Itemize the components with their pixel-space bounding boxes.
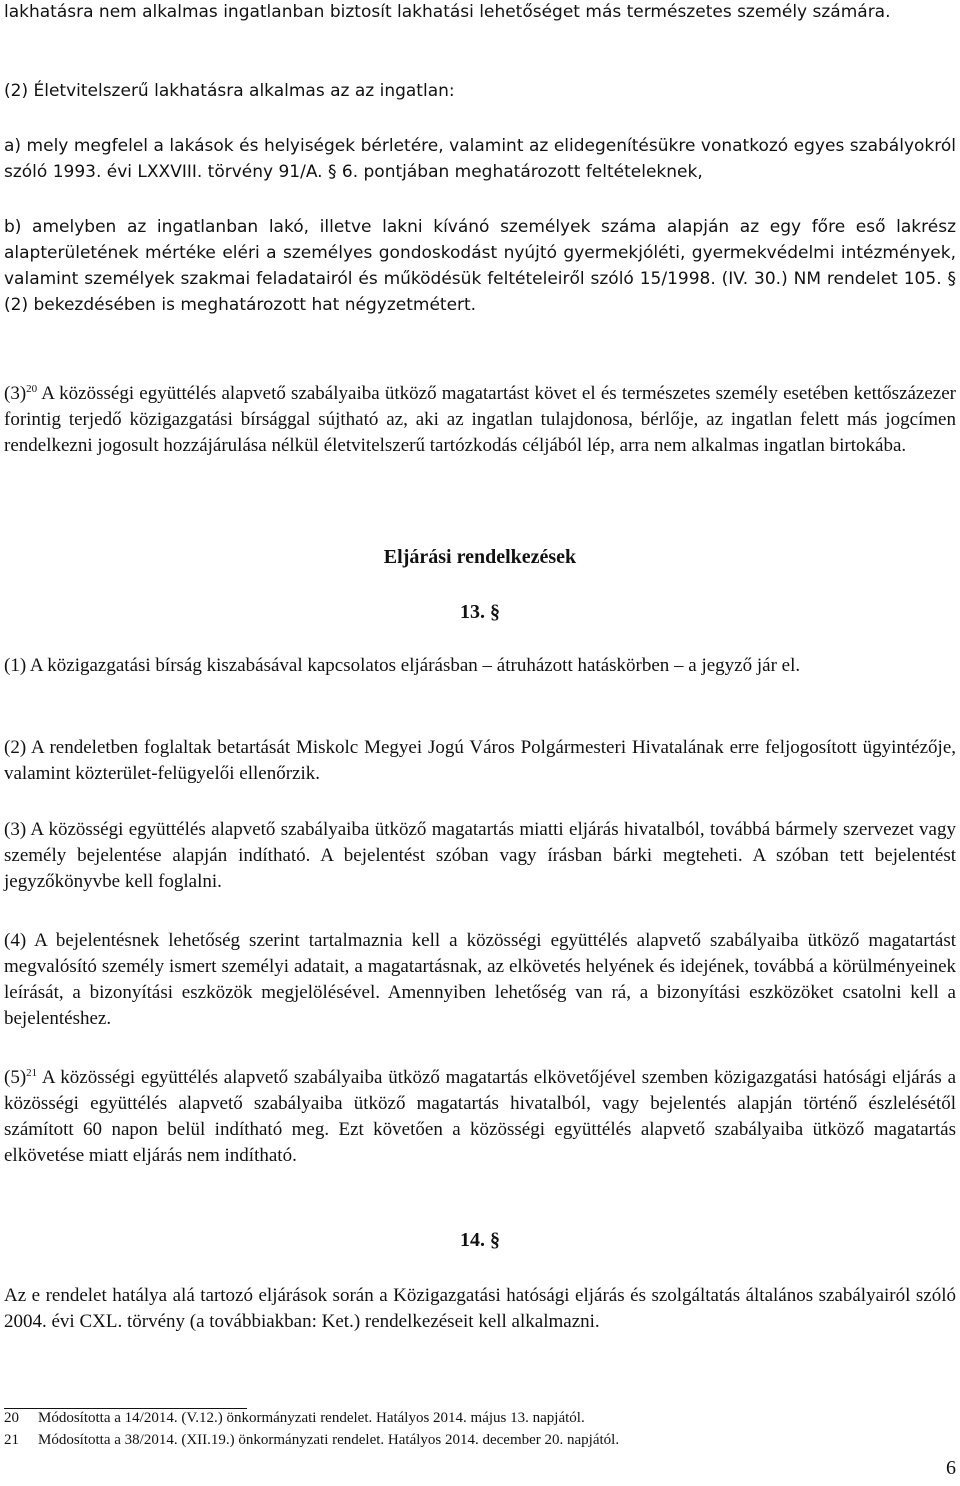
paragraph-13-2: (2) A rendeletben foglaltak betartását Miskolc Megyei Jogú Város Polgármesteri Hivatalának erre feljogosított ügyintézője, valamint közterület-felügyelői ellenőrzik. bbox=[4, 737, 956, 784]
paragraph-3-prefix: (3) bbox=[4, 383, 27, 404]
paragraph-13-4: (4) A bejelentésnek lehetőség szerint tartalmaznia kell a közösségi együttélés alapvető szabályaiba ütköző magatartást megvalósító személy ismert személyi adatait, a magatartásnak, az elkövetés helyének és idejének, továbbá a körülményeinek leírását, a bizonyítási eszközök megjelölésével. Amennyiben lehetőség van rá, a bizonyítási eszközöket csatolni kell a bejelentéshez. bbox=[4, 930, 956, 1029]
footnote-text: Módosította a 38/2014. (XII.19.) önkormányzati rendelet. Hatályos 2014. december 20. napjától. bbox=[38, 1432, 620, 1448]
page-number: 6 bbox=[946, 1457, 956, 1479]
paragraph-13-5-text: A közösségi együttélés alapvető szabályaiba ütköző magatartás elkövetőjével szemben közigazgatási hatósági eljárás a közösségi együttélés alapvető szabályaiba ütköző magatartás hivatalból, vagy bejelentés alapján történő észlelésétől számított 60 napon belül indítható meg. Ezt követően a közösségi együttélés alapvető szabályaiba ütköző magatartás elkövetése miatt eljárás nem indítható. bbox=[4, 1067, 956, 1166]
paragraph-2: (2) Életvitelszerű lakhatásra alkalmas az az ingatlan: bbox=[4, 81, 455, 101]
footnote-number: 20 bbox=[4, 1410, 19, 1426]
footnote-item bbox=[4, 1407, 944, 1429]
footnote-number: 21 bbox=[4, 1432, 19, 1448]
paragraph-2a: a) mely megfelel a lakások és helyiségek bérletére, valamint az elidegenítésükre vonatkozó egyes szabályokról szóló 1993. évi LXXVIII. törvény 91/A. § 6. pontjában meghatározott feltételeknek, bbox=[4, 136, 956, 182]
paragraph-continuation: lakhatásra nem alkalmas ingatlanban biztosít lakhatási lehetőséget más természetes személy számára. bbox=[4, 2, 891, 22]
paragraph-2b: b) amelyben az ingatlanban lakó, illetve lakni kívánó személyek száma alapján az egy főre eső lakrész alapterületének mértéke eléri a személyes gondoskodást nyújtó gyermekjóléti, gyermekvédelmi intézmények, valamint személyek szakmai feladatairól és működésük feltételeiről szóló 15/1998. (IV. 30.) NM rendelet 105. § (2) bekezdésében is meghatározott hat négyzetmétert. bbox=[4, 217, 956, 315]
footnote-item bbox=[4, 1429, 944, 1451]
paragraph-3 bbox=[4, 381, 956, 459]
footnote-text: Módosította a 14/2014. (V.12.) önkormányzati rendelet. Hatályos 2014. május 13. napjától. bbox=[38, 1410, 585, 1426]
section-14-title: 14. § bbox=[460, 1229, 500, 1251]
footnotes bbox=[4, 1407, 944, 1451]
paragraph-14: Az e rendelet hatálya alá tartozó eljárások során a Közigazgatási hatósági eljárás és szolgáltatás általános szabályairól szóló 2004. évi CXL. törvény (a továbbiakban: Ket.) rendelkezéseit kell alkalmazni. bbox=[4, 1285, 956, 1332]
footnote-ref-21[interactable]: 21 bbox=[26, 1067, 38, 1079]
paragraph-13-3: (3) A közösségi együttélés alapvető szabályaiba ütköző magatartás miatti eljárás hivatalból, továbbá bármely szervezet vagy személy bejelentése alapján indítható. A bejelentést szóban vagy írásban bárki megteheti. A szóban tett bejelentést jegyzőkönyvbe kell foglalni. bbox=[4, 819, 956, 892]
paragraph-3-text: A közösségi együttélés alapvető szabályaiba ütköző magatartást követ el és természetes személy esetében kettőszázezer forintig terjedő közigazgatási bírsággal sújtható az, aki az ingatlan tulajdonosa, bérlője, az ingatlan felett más jogcímen rendelkezni jogosult hozzájárulása nélkül életvitelszerű tartózkodás céljából lép, arra nem alkalmas ingatlan birtokába. bbox=[4, 383, 956, 456]
paragraph-13-5-prefix: (5) bbox=[4, 1067, 27, 1088]
paragraph-13-1: (1) A közigazgatási bírság kiszabásával kapcsolatos eljárásban – átruházott hatáskörben – a jegyző jár el. bbox=[4, 655, 801, 676]
footnote-ref-20[interactable]: 20 bbox=[26, 383, 38, 395]
section-heading: Eljárási rendelkezések bbox=[383, 546, 577, 568]
section-13-title: 13. § bbox=[460, 601, 500, 623]
paragraph-13-5 bbox=[4, 1065, 956, 1169]
